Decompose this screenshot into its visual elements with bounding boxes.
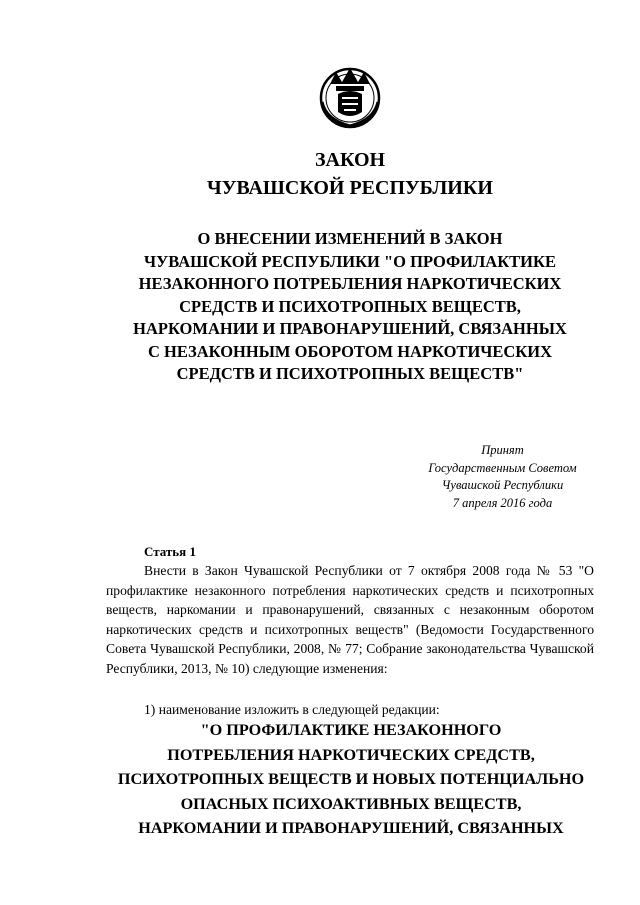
- law-subtitle: ЧУВАШСКОЙ РЕСПУБЛИКИ: [207, 177, 493, 199]
- adoption-date: 7 апреля 2016 года: [452, 495, 553, 510]
- heading-line: НЕЗАКОННОГО ПОТРЕБЛЕНИЯ НАРКОТИЧЕСКИХ: [138, 274, 562, 293]
- heading-line: С НЕЗАКОННЫМ ОБОРОТОМ НАРКОТИЧЕСКИХ: [147, 341, 553, 361]
- adoption-line: Государственным Советом: [428, 460, 577, 475]
- new-title-line: ПОТРЕБЛЕНИЯ НАРКОТИЧЕСКИХ СРЕДСТВ,: [167, 745, 535, 764]
- heading-line: СРЕДСТВ И ПСИХОТРОПНЫХ ВЕЩЕСТВ,: [179, 296, 521, 316]
- adoption-block: [400, 442, 605, 512]
- article-title: Статья 1: [144, 544, 196, 559]
- adoption-line: Принят: [481, 443, 524, 457]
- heading-line: О ВНЕСЕНИИ ИЗМЕНЕНИЙ В ЗАКОН: [197, 229, 503, 248]
- new-title-line: "О ПРОФИЛАКТИКЕ НЕЗАКОННОГО: [200, 721, 502, 739]
- heading-line: НАРКОМАНИИ И ПРАВОНАРУШЕНИЙ, СВЯЗАННЫХ: [133, 319, 567, 338]
- new-title-line: ОПАСНЫХ ПСИХОАКТИВНЫХ ВЕЩЕСТВ,: [180, 794, 522, 813]
- new-law-title: [96, 718, 606, 841]
- adoption-line: Чувашской Республики: [441, 478, 564, 492]
- heading-line: ЧУВАШСКОЙ РЕСПУБЛИКИ "О ПРОФИЛАКТИКЕ: [144, 251, 556, 271]
- heading-line: СРЕДСТВ И ПСИХОТРОПНЫХ ВЕЩЕСТВ": [176, 364, 524, 383]
- chuvash-emblem-icon: [316, 62, 384, 130]
- new-title-line: ПСИХОТРОПНЫХ ВЕЩЕСТВ И НОВЫХ ПОТЕНЦИАЛЬНО: [117, 770, 585, 788]
- article-body: Внести в Закон Чувашской Республики от 7 октября 2008 года № 53 "О профилактике незаконного потребления наркотических средств и психотропных веществ, наркомании и правонарушений, связанных с незаконным оборотом наркотических средств и психотропных веществ" (Ведомости Государственного Совета Чувашской Республики, 2008, № 77; Собрание законодательства Чувашской Республики, 2013, № 10) следующие изменения:: [106, 563, 594, 676]
- law-heading: [0, 228, 640, 386]
- article-item: 1) наименование изложить в следующей редакции:: [144, 702, 440, 717]
- law-title: ЗАКОН: [314, 149, 386, 171]
- new-title-line: НАРКОМАНИИ И ПРАВОНАРУШЕНИЙ, СВЯЗАННЫХ: [138, 819, 564, 837]
